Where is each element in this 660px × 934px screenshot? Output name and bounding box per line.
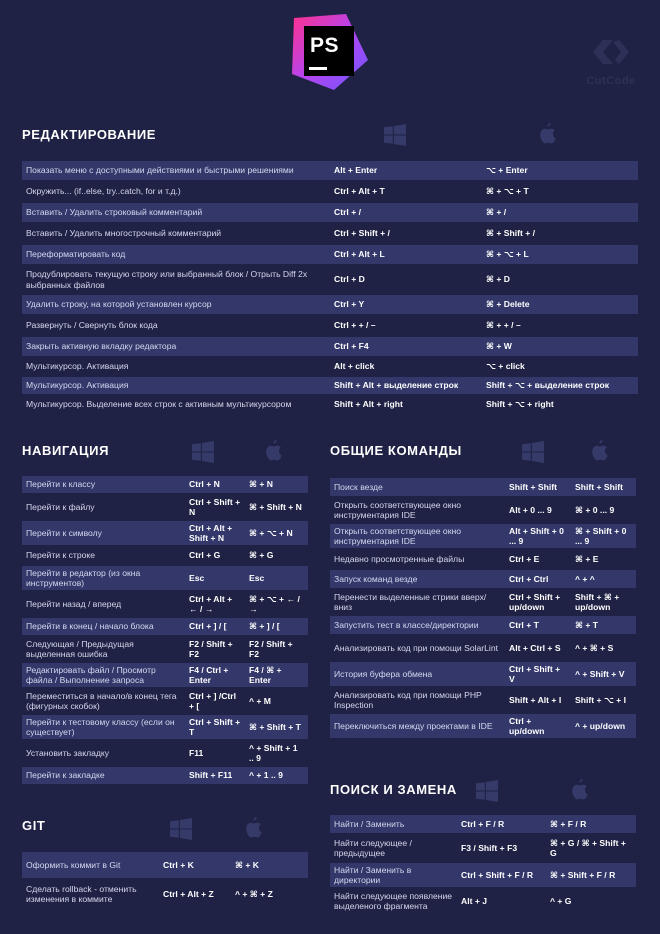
windows-icon: [384, 124, 406, 146]
table-row: Установить закладку F11 ^ + Shift + 1 .. 9: [26, 742, 298, 763]
navigation-title: НАВИГАЦИЯ: [22, 443, 110, 458]
table-row: Переключиться между проектами в IDE Ctrl + up/down ^ + up/down: [330, 714, 636, 738]
apple-icon: [536, 122, 558, 144]
table-row: Перенести выделенные стрики вверх/вниз Ctrl + Shift + up/down Shift + ⌘ + up/down: [334, 591, 620, 612]
table-row: Мультикурсор. Активация Alt + click ⌥ + click: [26, 361, 525, 372]
search-title: ПОИСК И ЗАМЕНА: [330, 782, 457, 797]
editing-title: РЕДАКТИРОВАНИЕ: [22, 127, 157, 142]
apple-icon: [242, 816, 264, 838]
table-row: Удалить строку, на которой установлен курсор Ctrl + Y ⌘ + Delete: [22, 295, 638, 314]
table-row: История буфера обмена Ctrl + Shift + V ^ + Shift + V: [330, 662, 636, 686]
table-row: Перейти к символу Ctrl + Alt + Shift + N ⌘ + ⌥ + N: [22, 521, 308, 545]
table-row: Продублировать текущую строку или выбранный блок / Отрыть Diff 2х выбранных файлов Ctrl + D ⌘ + D: [26, 269, 510, 290]
table-row: Анализировать код при помощи PHP Inspection Shift + Alt + I Shift + ⌥ + I: [334, 689, 626, 710]
table-row: Перейти к файлу Ctrl + Shift + N ⌘ + Shift + N: [26, 496, 302, 517]
table-row: Перейти к закладке Shift + F11 ^ + 1 .. 9: [22, 767, 308, 784]
cutcode-text: CutCode: [586, 75, 636, 87]
general-title: ОБЩИЕ КОМАНДЫ: [330, 443, 462, 458]
apple-icon: [262, 439, 284, 461]
table-row: Переместиться в начало/в конец тега (фигурных скобок) Ctrl + ] /Ctrl + [ ^ + M: [26, 690, 271, 711]
windows-icon: [476, 780, 498, 802]
table-row: Найти следующее / предыдущее F3 / Shift + F3 ⌘ + G / ⌘ + Shift + G: [334, 837, 626, 858]
cutcode-logo-icon: [591, 36, 631, 68]
table-row: Редактировать файл / Просмотр файла / Выполнение запроса F4 / Ctrl + Enter F4 / ⌘ + Enter: [22, 663, 308, 687]
table-row: Мультикурсор. Активация Shift + Alt + выделение строк Shift + ⌥ + выделение строк: [22, 377, 638, 394]
windows-icon: [170, 818, 192, 840]
windows-icon: [522, 441, 544, 463]
table-row: Оформить коммит в Git Ctrl + K ⌘ + K: [22, 852, 308, 878]
table-row: Перейти к тестовому классу (если он существует) Ctrl + Shift + T ⌘ + Shift + T: [22, 715, 308, 739]
editing-table: [22, 159, 638, 415]
table-row: Вставить / Удалить строковый комментарий Ctrl + / ⌘ + /: [22, 203, 638, 222]
table-row: Перейти к строке Ctrl + G ⌘ + G: [26, 550, 274, 561]
table-row: Анализировать код при помощи SolarLint Alt + Ctrl + S ^ + ⌘ + S: [334, 642, 614, 653]
apple-icon: [568, 778, 590, 800]
table-row: Следующая / Предыдущая выделенная ошибка F2 / Shift + F2 F2 / Shift + F2: [26, 638, 293, 659]
table-row: Окружить... (if..else, try..catch, for и т.д.) Ctrl + Alt + T ⌘ + ⌥ + T: [26, 186, 529, 197]
table-row: Найти / Заменить в директории Ctrl + Shift + F / R ⌘ + Shift + F / R: [330, 863, 636, 887]
table-row: Перейти к классу Ctrl + N ⌘ + N: [22, 476, 308, 493]
apple-icon: [588, 439, 610, 461]
table-row: Поиск везде Shift + Shift Shift + Shift: [330, 478, 636, 496]
table-row: Найти следующее появление выделеного фрагмента Alt + J ^ + G: [334, 890, 572, 911]
git-title: GIT: [22, 818, 46, 833]
table-row: Недавно просмотренные файлы Ctrl + E ⌘ + E: [334, 553, 599, 564]
table-row: Перейти назад / вперед Ctrl + Alt + ← / → ⌘ + ⌥ + ← / →: [26, 593, 300, 614]
table-row: Мультикурсор. Выделение всех строк с активным мультикурсором Shift + Alt + right Shift + ⌥ + right: [26, 399, 554, 410]
cutcode-watermark: [582, 36, 640, 87]
table-row: Запустить тест в классе/директории Ctrl + T ⌘ + T: [330, 616, 636, 634]
table-row: Открыть соответствующее окно инструментария IDE Alt + 0 ... 9 ⌘ + 0 ... 9: [334, 499, 615, 520]
table-row: Развернуть / Свернуть блок кода Ctrl + + / – ⌘ + + / –: [26, 320, 521, 331]
table-row: Перейти в редактор (из окна инструментов) Esc Esc: [22, 566, 308, 590]
table-row: Запуск команд везде Ctrl + Ctrl ^ + ^: [330, 570, 636, 588]
search-table: [330, 813, 636, 915]
table-row: Найти / Заменить Ctrl + F / R ⌘ + F / R: [330, 815, 636, 833]
windows-icon: [192, 441, 214, 463]
table-row: Закрыть активную вкладку редактора Ctrl + F4 ⌘ + W: [22, 337, 638, 356]
table-row: Открыть соответствующее окно инструментария IDE Alt + Shift + 0 ... 9 ⌘ + Shift + 0 ... 9: [330, 524, 636, 548]
table-row: Вставить / Удалить многострочный комментарий Ctrl + Shift + / ⌘ + Shift + /: [26, 228, 536, 239]
logo-text: PS: [310, 34, 340, 57]
table-row: Перейти в конец / начало блока Ctrl + ] / [ ⌘ + ] / [: [22, 618, 308, 635]
git-table: [22, 850, 308, 910]
navigation-table: [22, 474, 308, 786]
table-row: Сделать rollback - отменить изменения в коммите Ctrl + Alt + Z ^ + ⌘ + Z: [26, 883, 273, 904]
table-row: Переформатировать код Ctrl + Alt + L ⌘ + ⌥ + L: [22, 245, 638, 264]
table-row: Показать меню с доступными действиями и быстрыми решениями Alt + Enter ⌥ + Enter: [22, 161, 638, 180]
general-table: [330, 476, 636, 740]
